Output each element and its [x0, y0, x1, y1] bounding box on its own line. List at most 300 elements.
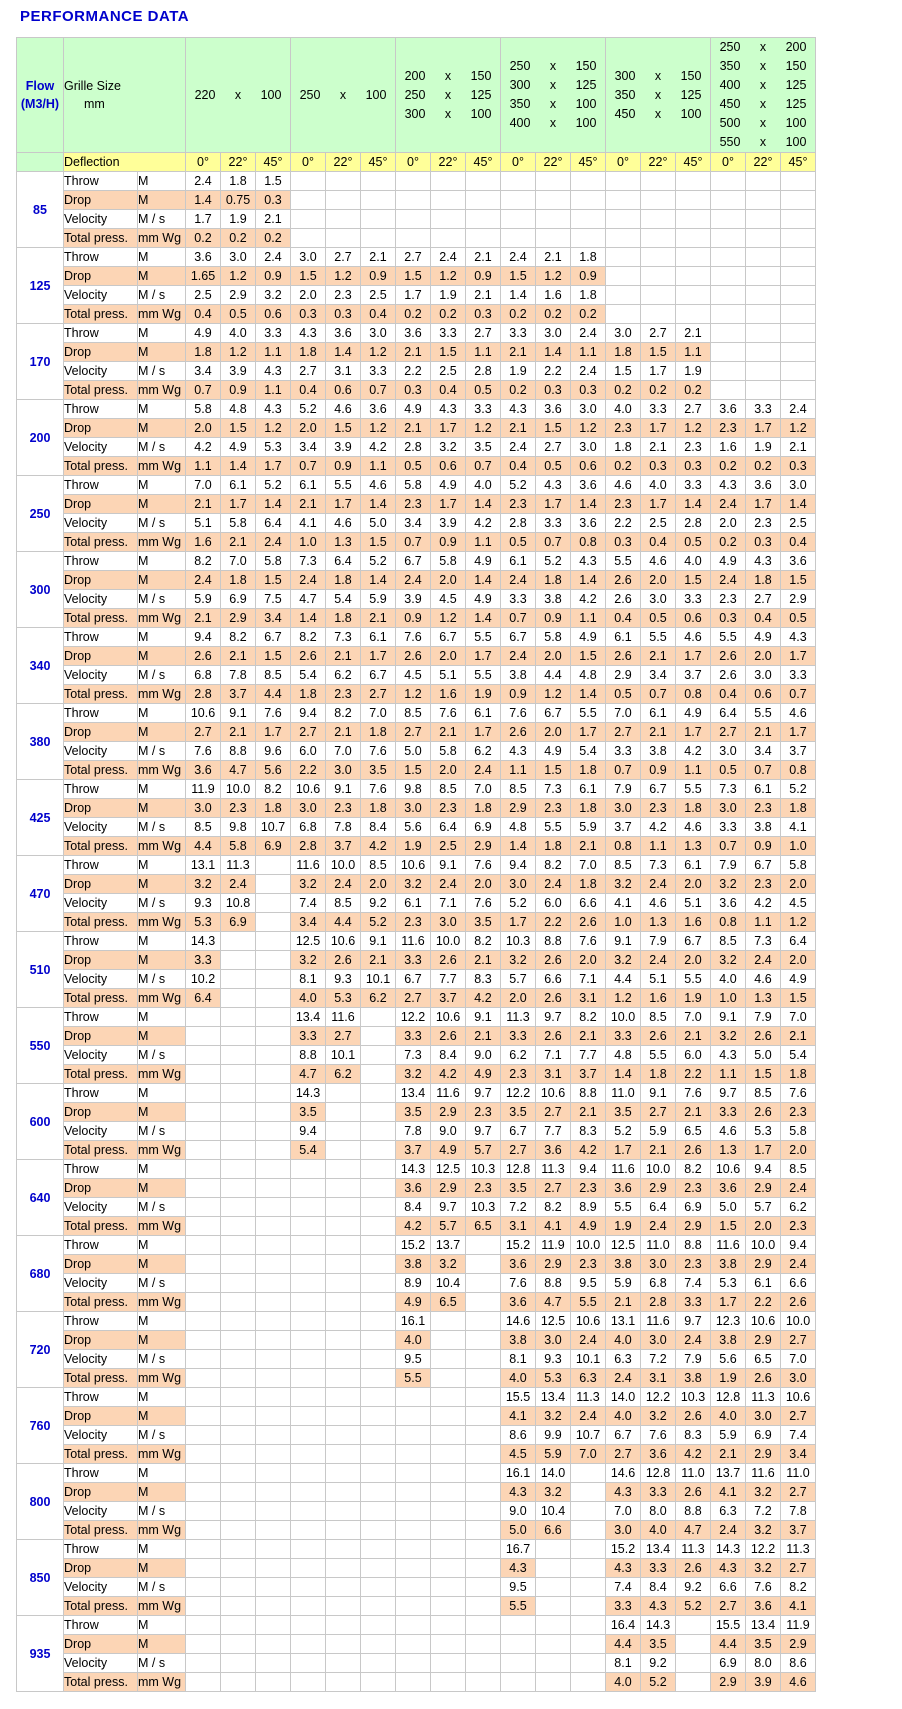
data-cell — [431, 1521, 466, 1540]
data-cell: 2.0 — [746, 1217, 781, 1236]
data-cell — [711, 305, 746, 324]
data-cell: 1.7 — [466, 647, 501, 666]
table-row — [17, 286, 816, 305]
data-cell: 3.0 — [641, 1255, 676, 1274]
flow-header-unit: (M3/H) — [20, 97, 60, 111]
data-cell — [536, 191, 571, 210]
data-cell: 9.4 — [501, 856, 536, 875]
data-cell: 0.8 — [781, 761, 816, 780]
data-cell — [291, 1521, 326, 1540]
row-label: Velocity — [64, 1350, 138, 1369]
data-cell: 12.2 — [746, 1540, 781, 1559]
data-cell — [536, 229, 571, 248]
data-cell: 2.1 — [186, 495, 221, 514]
data-cell: 10.8 — [221, 894, 256, 913]
data-cell: 2.9 — [746, 1255, 781, 1274]
data-cell — [256, 1464, 291, 1483]
data-cell — [186, 1198, 221, 1217]
row-unit: mm Wg — [138, 381, 186, 400]
data-cell — [186, 1616, 221, 1635]
data-cell: 5.5 — [676, 970, 711, 989]
data-cell: 2.2 — [536, 913, 571, 932]
data-cell — [326, 1578, 361, 1597]
data-cell: 1.5 — [361, 533, 396, 552]
data-cell — [256, 1027, 291, 1046]
table-row — [17, 533, 816, 552]
grille-size-6-3 — [711, 76, 815, 95]
data-cell: 4.0 — [606, 400, 641, 419]
data-cell: 6.0 — [291, 742, 326, 761]
data-cell: 4.2 — [571, 590, 606, 609]
data-cell: 3.7 — [326, 837, 361, 856]
data-cell: 1.7 — [396, 286, 431, 305]
deflection-row — [17, 153, 816, 172]
row-label: Total press. — [64, 1141, 138, 1160]
data-cell — [396, 1597, 431, 1616]
row-label: Drop — [64, 1331, 138, 1350]
table-row — [17, 1426, 816, 1445]
data-cell: 10.1 — [571, 1350, 606, 1369]
data-cell: 1.1 — [676, 343, 711, 362]
data-cell: 3.6 — [746, 1597, 781, 1616]
data-cell: 1.7 — [431, 419, 466, 438]
data-cell — [256, 1388, 291, 1407]
data-cell: 9.1 — [326, 780, 361, 799]
table-row — [17, 248, 816, 267]
data-cell: 2.5 — [781, 514, 816, 533]
data-cell — [431, 1445, 466, 1464]
data-cell: 10.3 — [676, 1388, 711, 1407]
data-cell: 2.4 — [711, 571, 746, 590]
data-cell: 5.6 — [396, 818, 431, 837]
data-cell: 0.2 — [221, 229, 256, 248]
data-cell: 2.4 — [256, 248, 291, 267]
data-cell: 4.9 — [676, 704, 711, 723]
data-cell — [746, 267, 781, 286]
data-cell: 3.5 — [466, 913, 501, 932]
data-cell: 2.3 — [606, 419, 641, 438]
data-cell: 2.8 — [396, 438, 431, 457]
data-cell — [466, 172, 501, 191]
row-unit: M — [138, 267, 186, 286]
grille-times: x — [759, 59, 767, 73]
data-cell — [186, 1236, 221, 1255]
data-cell — [221, 1502, 256, 1521]
grille-size-group-2 — [291, 38, 396, 153]
data-cell: 3.4 — [291, 438, 326, 457]
data-cell: 6.8 — [186, 666, 221, 685]
flow-value: 935 — [17, 1616, 64, 1692]
data-cell: 1.8 — [361, 799, 396, 818]
flow-value: 800 — [17, 1464, 64, 1540]
table-row — [17, 1236, 816, 1255]
data-cell: 3.6 — [641, 1445, 676, 1464]
data-cell: 3.0 — [291, 799, 326, 818]
data-cell — [326, 1255, 361, 1274]
data-cell: 1.5 — [571, 647, 606, 666]
flow-value: 250 — [17, 476, 64, 552]
data-cell: 0.3 — [536, 381, 571, 400]
data-cell: 1.9 — [431, 286, 466, 305]
data-cell — [571, 172, 606, 191]
data-cell: 2.6 — [746, 1103, 781, 1122]
data-cell: 4.2 — [361, 837, 396, 856]
data-cell: 0.9 — [466, 267, 501, 286]
data-cell: 3.3 — [396, 1027, 431, 1046]
data-cell — [291, 1502, 326, 1521]
data-cell — [711, 229, 746, 248]
data-cell: 5.5 — [466, 628, 501, 647]
data-cell: 6.2 — [326, 666, 361, 685]
data-cell: 0.3 — [676, 457, 711, 476]
data-cell: 5.2 — [676, 1597, 711, 1616]
data-cell: 11.6 — [291, 856, 326, 875]
data-cell: 6.5 — [676, 1122, 711, 1141]
data-cell: 2.3 — [466, 1103, 501, 1122]
data-cell — [221, 1160, 256, 1179]
data-cell: 1.5 — [536, 419, 571, 438]
table-row — [17, 305, 816, 324]
data-cell: 1.7 — [746, 495, 781, 514]
data-cell: 4.9 — [431, 1141, 466, 1160]
data-cell — [746, 248, 781, 267]
data-cell: 14.3 — [711, 1540, 746, 1559]
row-unit: mm Wg — [138, 305, 186, 324]
data-cell: 4.5 — [431, 590, 466, 609]
data-cell: 5.0 — [361, 514, 396, 533]
data-cell: 6.8 — [641, 1274, 676, 1293]
data-cell: 5.4 — [571, 742, 606, 761]
data-cell — [361, 1141, 396, 1160]
data-cell — [186, 1635, 221, 1654]
data-cell — [221, 1179, 256, 1198]
data-cell — [186, 1464, 221, 1483]
data-cell: 0.2 — [501, 381, 536, 400]
row-label: Drop — [64, 875, 138, 894]
table-row — [17, 1141, 816, 1160]
table-row — [17, 1483, 816, 1502]
data-cell: 16.7 — [501, 1540, 536, 1559]
grille-times: x — [759, 116, 767, 130]
row-unit: mm Wg — [138, 989, 186, 1008]
data-cell: 2.2 — [746, 1293, 781, 1312]
data-cell: 3.0 — [781, 476, 816, 495]
data-cell: 1.2 — [431, 267, 466, 286]
grille-size-6-2 — [711, 57, 815, 76]
data-cell — [326, 1103, 361, 1122]
data-cell: 1.9 — [221, 210, 256, 229]
data-cell: 4.2 — [466, 514, 501, 533]
row-label: Total press. — [64, 1065, 138, 1084]
data-cell: 2.3 — [571, 1255, 606, 1274]
data-cell: 2.5 — [431, 837, 466, 856]
data-cell: 5.9 — [536, 1445, 571, 1464]
data-cell: 3.6 — [501, 1255, 536, 1274]
data-cell: 4.6 — [746, 970, 781, 989]
data-cell: 2.1 — [361, 609, 396, 628]
data-cell — [606, 229, 641, 248]
row-label: Drop — [64, 951, 138, 970]
row-unit: M / s — [138, 1350, 186, 1369]
data-cell: 7.6 — [466, 894, 501, 913]
data-cell: 2.3 — [606, 495, 641, 514]
flow-value: 850 — [17, 1540, 64, 1616]
data-cell: 1.7 — [466, 723, 501, 742]
data-cell — [676, 1635, 711, 1654]
data-cell: 2.7 — [781, 1483, 816, 1502]
data-cell: 9.7 — [466, 1122, 501, 1141]
data-cell: 4.9 — [466, 1065, 501, 1084]
data-cell — [326, 1236, 361, 1255]
data-cell — [711, 343, 746, 362]
data-cell — [466, 1483, 501, 1502]
row-unit: M / s — [138, 210, 186, 229]
data-cell: 7.0 — [781, 1008, 816, 1027]
row-unit: M / s — [138, 438, 186, 457]
data-cell — [256, 1654, 291, 1673]
data-cell: 6.7 — [396, 552, 431, 571]
data-cell: 11.3 — [536, 1160, 571, 1179]
data-cell: 3.2 — [396, 1065, 431, 1084]
data-cell: 1.5 — [396, 267, 431, 286]
data-cell: 12.8 — [641, 1464, 676, 1483]
data-cell: 2.3 — [641, 799, 676, 818]
table-row — [17, 1179, 816, 1198]
data-cell — [221, 1255, 256, 1274]
data-cell — [361, 191, 396, 210]
row-unit: mm Wg — [138, 1217, 186, 1236]
table-row — [17, 1369, 816, 1388]
data-cell: 2.4 — [781, 400, 816, 419]
data-cell: 7.0 — [221, 552, 256, 571]
row-unit: mm Wg — [138, 1445, 186, 1464]
data-cell — [256, 1502, 291, 1521]
grille-size-6-4 — [711, 95, 815, 114]
grille-width: 350 — [719, 59, 741, 73]
data-cell: 2.6 — [711, 647, 746, 666]
data-cell: 4.0 — [641, 1521, 676, 1540]
data-cell: 0.2 — [571, 305, 606, 324]
data-cell: 2.1 — [396, 343, 431, 362]
flow-value: 640 — [17, 1160, 64, 1236]
data-cell: 3.6 — [571, 514, 606, 533]
data-cell — [396, 1673, 431, 1692]
data-cell: 2.6 — [291, 647, 326, 666]
data-cell: 5.2 — [361, 913, 396, 932]
table-row — [17, 1521, 816, 1540]
data-cell — [291, 1426, 326, 1445]
data-cell: 3.6 — [396, 324, 431, 343]
grille-size-5-3 — [606, 105, 710, 124]
data-cell: 2.7 — [291, 362, 326, 381]
data-cell: 5.3 — [326, 989, 361, 1008]
deflection-angle: 0° — [606, 153, 641, 172]
flow-value: 85 — [17, 172, 64, 248]
data-cell: 8.5 — [361, 856, 396, 875]
data-cell: 1.4 — [606, 1065, 641, 1084]
data-cell — [466, 1426, 501, 1445]
data-cell — [466, 229, 501, 248]
data-cell: 12.5 — [606, 1236, 641, 1255]
data-cell: 2.9 — [781, 1635, 816, 1654]
data-cell: 0.4 — [501, 457, 536, 476]
data-cell: 4.3 — [606, 1483, 641, 1502]
data-cell: 4.2 — [361, 438, 396, 457]
data-cell: 10.3 — [466, 1198, 501, 1217]
data-cell: 2.7 — [396, 248, 431, 267]
data-cell: 4.6 — [676, 818, 711, 837]
data-cell — [326, 1198, 361, 1217]
data-cell — [361, 1293, 396, 1312]
data-cell: 2.6 — [536, 951, 571, 970]
data-cell: 2.1 — [221, 533, 256, 552]
data-cell — [746, 343, 781, 362]
data-cell: 1.4 — [466, 495, 501, 514]
row-unit: M — [138, 723, 186, 742]
data-cell — [361, 229, 396, 248]
data-cell: 8.6 — [501, 1426, 536, 1445]
row-unit: M / s — [138, 1046, 186, 1065]
data-cell: 5.4 — [326, 590, 361, 609]
data-cell: 7.2 — [746, 1502, 781, 1521]
data-cell: 3.0 — [326, 761, 361, 780]
data-cell: 12.2 — [641, 1388, 676, 1407]
grille-times: x — [444, 106, 452, 121]
data-cell: 5.8 — [186, 400, 221, 419]
data-cell: 1.2 — [361, 343, 396, 362]
table-row — [17, 229, 816, 248]
data-cell: 1.4 — [221, 457, 256, 476]
table-row — [17, 191, 816, 210]
data-cell: 3.2 — [291, 951, 326, 970]
data-cell — [396, 1483, 431, 1502]
row-unit: M — [138, 704, 186, 723]
data-cell: 2.4 — [466, 761, 501, 780]
data-cell: 3.7 — [431, 989, 466, 1008]
data-cell — [396, 1540, 431, 1559]
data-cell: 3.9 — [746, 1673, 781, 1692]
row-label: Velocity — [64, 362, 138, 381]
data-cell — [781, 324, 816, 343]
data-cell: 1.7 — [641, 495, 676, 514]
data-cell: 9.0 — [431, 1122, 466, 1141]
data-cell: 3.6 — [781, 552, 816, 571]
data-cell: 8.6 — [781, 1654, 816, 1673]
data-cell — [571, 1635, 606, 1654]
data-cell: 5.6 — [711, 1350, 746, 1369]
table-row — [17, 362, 816, 381]
row-label: Throw — [64, 1084, 138, 1103]
data-cell: 7.0 — [676, 1008, 711, 1027]
table-row — [17, 1597, 816, 1616]
table-row — [17, 913, 816, 932]
data-cell: 8.9 — [396, 1274, 431, 1293]
data-cell: 3.2 — [536, 1407, 571, 1426]
data-cell: 2.3 — [781, 1217, 816, 1236]
row-unit: M — [138, 799, 186, 818]
data-cell: 3.1 — [326, 362, 361, 381]
data-cell: 5.2 — [256, 476, 291, 495]
data-cell: 9.5 — [571, 1274, 606, 1293]
data-cell: 3.0 — [571, 400, 606, 419]
data-cell — [501, 1654, 536, 1673]
data-cell: 5.5 — [396, 1369, 431, 1388]
data-cell: 3.2 — [431, 438, 466, 457]
data-cell: 5.9 — [571, 818, 606, 837]
data-cell — [781, 229, 816, 248]
data-cell: 0.5 — [536, 457, 571, 476]
data-cell — [396, 1502, 431, 1521]
data-cell: 8.9 — [571, 1198, 606, 1217]
data-cell — [256, 951, 291, 970]
data-cell: 3.1 — [536, 1065, 571, 1084]
data-cell: 7.6 — [501, 704, 536, 723]
data-cell: 7.1 — [431, 894, 466, 913]
row-label: Total press. — [64, 457, 138, 476]
data-cell: 13.4 — [536, 1388, 571, 1407]
data-cell: 15.2 — [501, 1236, 536, 1255]
data-cell: 2.3 — [431, 799, 466, 818]
data-cell: 8.4 — [396, 1198, 431, 1217]
data-cell: 9.4 — [291, 1122, 326, 1141]
row-unit: M — [138, 1160, 186, 1179]
data-cell — [221, 1236, 256, 1255]
data-cell: 9.5 — [396, 1350, 431, 1369]
data-cell — [571, 1521, 606, 1540]
grille-size-4-2 — [501, 76, 605, 95]
data-cell: 5.1 — [676, 894, 711, 913]
data-cell: 2.3 — [676, 1255, 711, 1274]
data-cell: 3.0 — [746, 1407, 781, 1426]
data-cell: 2.0 — [711, 514, 746, 533]
data-cell — [711, 362, 746, 381]
row-unit: M / s — [138, 1502, 186, 1521]
data-cell: 7.7 — [571, 1046, 606, 1065]
data-cell: 2.4 — [571, 1407, 606, 1426]
row-label: Drop — [64, 799, 138, 818]
table-row — [17, 875, 816, 894]
data-cell: 0.6 — [256, 305, 291, 324]
row-unit: M — [138, 571, 186, 590]
data-cell: 0.4 — [186, 305, 221, 324]
data-cell — [466, 1673, 501, 1692]
flow-value: 760 — [17, 1388, 64, 1464]
grille-height: 100 — [785, 116, 807, 130]
data-cell — [746, 210, 781, 229]
data-cell: 2.0 — [781, 875, 816, 894]
data-cell — [256, 1635, 291, 1654]
data-cell: 8.5 — [501, 780, 536, 799]
data-cell: 1.7 — [361, 647, 396, 666]
data-cell: 3.2 — [746, 1559, 781, 1578]
data-cell: 3.3 — [676, 1293, 711, 1312]
data-cell — [186, 1084, 221, 1103]
table-row — [17, 267, 816, 286]
row-unit: M — [138, 495, 186, 514]
deflection-angle: 0° — [711, 153, 746, 172]
data-cell: 2.3 — [746, 875, 781, 894]
grille-width: 450 — [614, 106, 636, 121]
data-cell: 11.3 — [501, 1008, 536, 1027]
data-cell — [431, 210, 466, 229]
data-cell: 3.3 — [431, 324, 466, 343]
data-cell: 6.6 — [711, 1578, 746, 1597]
data-cell — [466, 1331, 501, 1350]
data-cell: 3.5 — [501, 1103, 536, 1122]
data-cell: 2.3 — [501, 495, 536, 514]
data-cell: 6.5 — [466, 1217, 501, 1236]
data-cell — [256, 1255, 291, 1274]
